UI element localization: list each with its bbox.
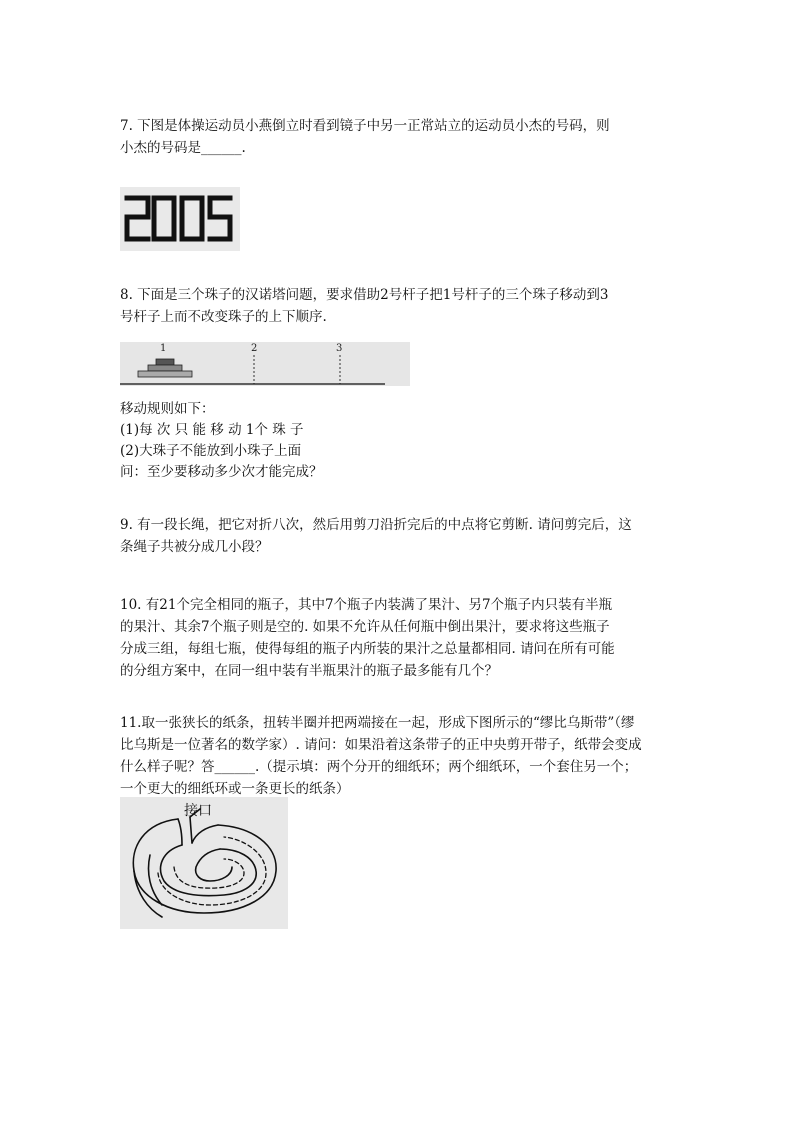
- medium-bead: [148, 365, 182, 371]
- question-9-text: [120, 514, 680, 558]
- question-7-line-2: 小杰的号码是______.: [120, 140, 246, 156]
- question-8-line-1: 8. 下面是三个珠子的汉诺塔问题，要求借助2号杆子把1号杆子的三个珠子移动到3: [120, 287, 609, 303]
- question-10-line-2: 的果汁、其余7个瓶子则是空的. 如果不允许从任何瓶中倒出果汁，要求将这些瓶子: [120, 619, 610, 635]
- question-8-text: [120, 284, 680, 328]
- question-7-line-1: 7. 下图是体操运动员小燕倒立时看到镜子中另一正常站立的运动员小杰的号码，则: [120, 118, 610, 134]
- peg-2-label: 2: [251, 343, 258, 354]
- question-8-hanoi-figure: [120, 342, 410, 388]
- question-9-line-1: 9. 有一段长绳，把它对折八次，然后用剪刀沿折完后的中点将它剪断. 请问剪完后，这: [120, 517, 632, 533]
- question-10-line-4: 的分组方案中，在同一组中装有半瓶果汁的瓶子最多能有几个？: [120, 663, 498, 679]
- rule-1: (1)每 次 只 能 移 动 1个 珠 子: [120, 422, 304, 438]
- question-11-line-3: 什么样子呢？答______.（提示填：两个分开的细纸环；两个细纸环，一个套住另一个；: [120, 759, 638, 775]
- rule-question: 问：至少要移动多少次才能完成？: [120, 464, 323, 480]
- question-11-text: [120, 712, 680, 800]
- question-11-line-2: 比乌斯是一位著名的数学家）. 请问：如果沿着这条带子的正中央剪开带子，纸带会变成: [120, 737, 642, 753]
- peg-1-label: 1: [160, 343, 167, 354]
- small-bead: [156, 359, 174, 365]
- peg-3-label: 3: [336, 343, 343, 354]
- question-10-text: [120, 594, 680, 682]
- question-11-line-4: 一个更大的细纸环或一条更长的纸条）: [120, 781, 350, 797]
- joint-label: 接口: [184, 803, 212, 819]
- large-bead: [138, 371, 192, 377]
- question-8-rules: [120, 399, 680, 483]
- rules-heading: 移动规则如下：: [120, 401, 215, 417]
- question-10-line-1: 10. 有21个完全相同的瓶子，其中7个瓶子内装满了果汁、另7个瓶子内只装有半瓶: [120, 597, 613, 613]
- question-9-line-2: 条绳子共被分成几小段？: [120, 539, 269, 555]
- question-11-line-1: 11.取一张狭长的纸条，扭转半圈并把两端接在一起，形成下图所示的“缪比乌斯带”（缪: [120, 715, 635, 731]
- question-7-text: [120, 115, 680, 159]
- question-11-mobius-strip-figure: [120, 797, 288, 929]
- question-10-line-3: 分成三组，每组七瓶，使得每组的瓶子内所装的果汁之总量都相同. 请问在所有可能: [120, 641, 615, 657]
- rule-2: (2)大珠子不能放到小珠子上面: [120, 443, 302, 459]
- question-8-line-2: 号杆子上而不改变珠子的上下顺序.: [120, 309, 327, 325]
- question-7-mirrored-number-figure: [120, 187, 240, 251]
